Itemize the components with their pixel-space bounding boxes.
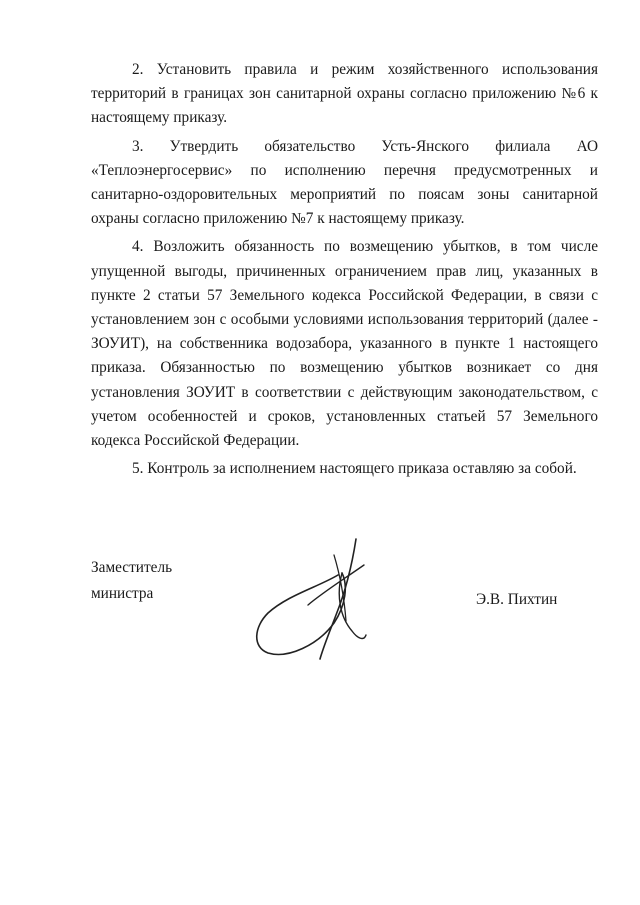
signatory-position (91, 555, 172, 607)
document-body (91, 58, 598, 485)
handwritten-signature (248, 535, 368, 665)
paragraph-4: 4. Возложить обязанность по возмещению убытков, в том числе упущенной выгоды, причиненных ограничением прав лиц, указанных в пункте 2 статьи 57 Земельного кодекса Российской Федерации, в связи с установлением зон с особыми условиями использования территорий (далее - ЗОУИТ), на собственника водозабора, указанного в пункте 1 настоящего приказа. Обязанностью по возмещению убытков возникает со дня установления ЗОУИТ в соответствии с действующим законодательством, с учетом особенностей и сроков, установленных статьей 57 Земельного кодекса Российской Федерации. (91, 238, 598, 450)
signatory-name: Э.В. Пихтин (476, 591, 558, 608)
paragraph-3: 3. Утвердить обязательство Усть-Янского филиала АО «Теплоэнергосервис» по исполнению перечня предусмотренных и санитарно-оздоровительных мероприятий по поясам зоны санитарной охраны согласно приложению №7 к настоящему приказу. (91, 137, 598, 228)
signatory-position-line1: Заместитель (91, 559, 173, 576)
signatory-position-line2: министра (91, 585, 154, 602)
paragraph-5: 5. Контроль за исполнением настоящего приказа оставляю за собой. (132, 460, 577, 478)
paragraph-2: 2. Установить правила и режим хозяйственного использования территорий в границах зон санитарной охраны согласно приложению №6 к настоящему приказу. (91, 61, 598, 127)
